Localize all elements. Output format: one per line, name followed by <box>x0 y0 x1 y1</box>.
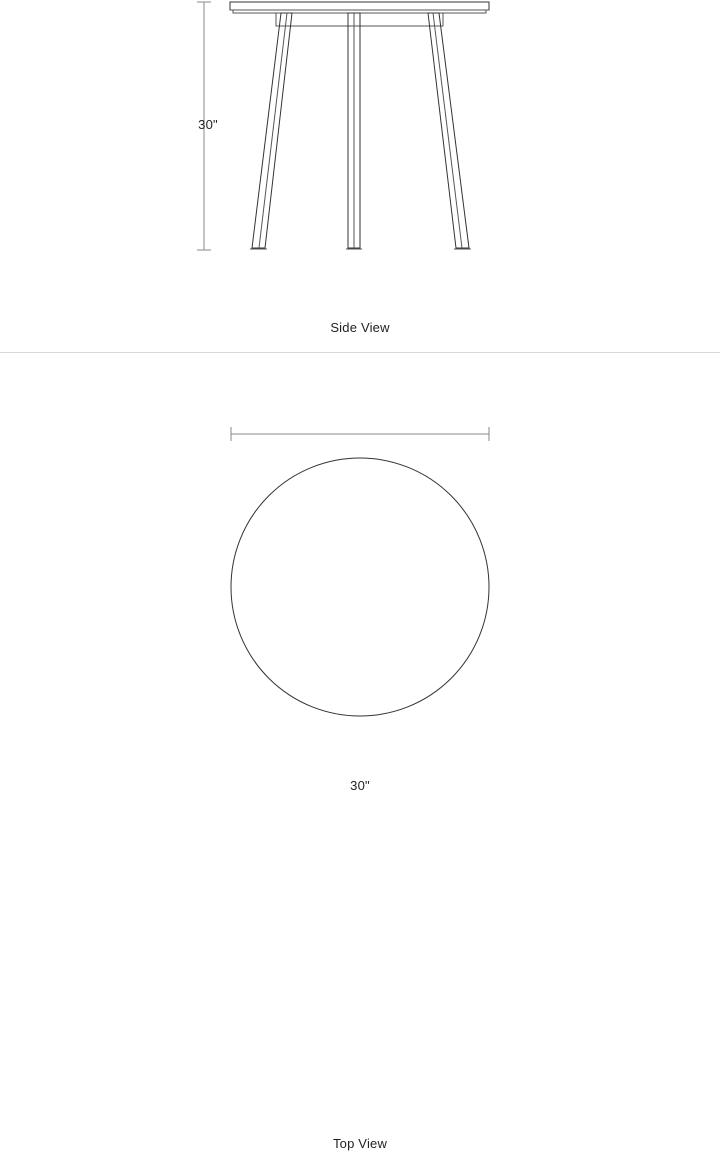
side-view-drawing <box>0 0 720 352</box>
leg-left <box>252 13 292 248</box>
top-view-panel <box>0 353 720 1151</box>
diameter-dimension-label: 30" <box>336 778 384 794</box>
table-top-side-profile <box>230 2 489 13</box>
table-top-plan-circle <box>231 458 489 716</box>
side-view-caption: Side View <box>330 320 390 335</box>
height-dimension-label: 30" <box>198 117 218 132</box>
side-view-panel <box>0 0 720 352</box>
diameter-dimension-line <box>231 427 489 441</box>
leg-right <box>428 13 469 248</box>
leg-center <box>348 13 360 248</box>
top-view-drawing <box>0 353 720 821</box>
top-view-caption: Top View <box>332 1136 388 1151</box>
